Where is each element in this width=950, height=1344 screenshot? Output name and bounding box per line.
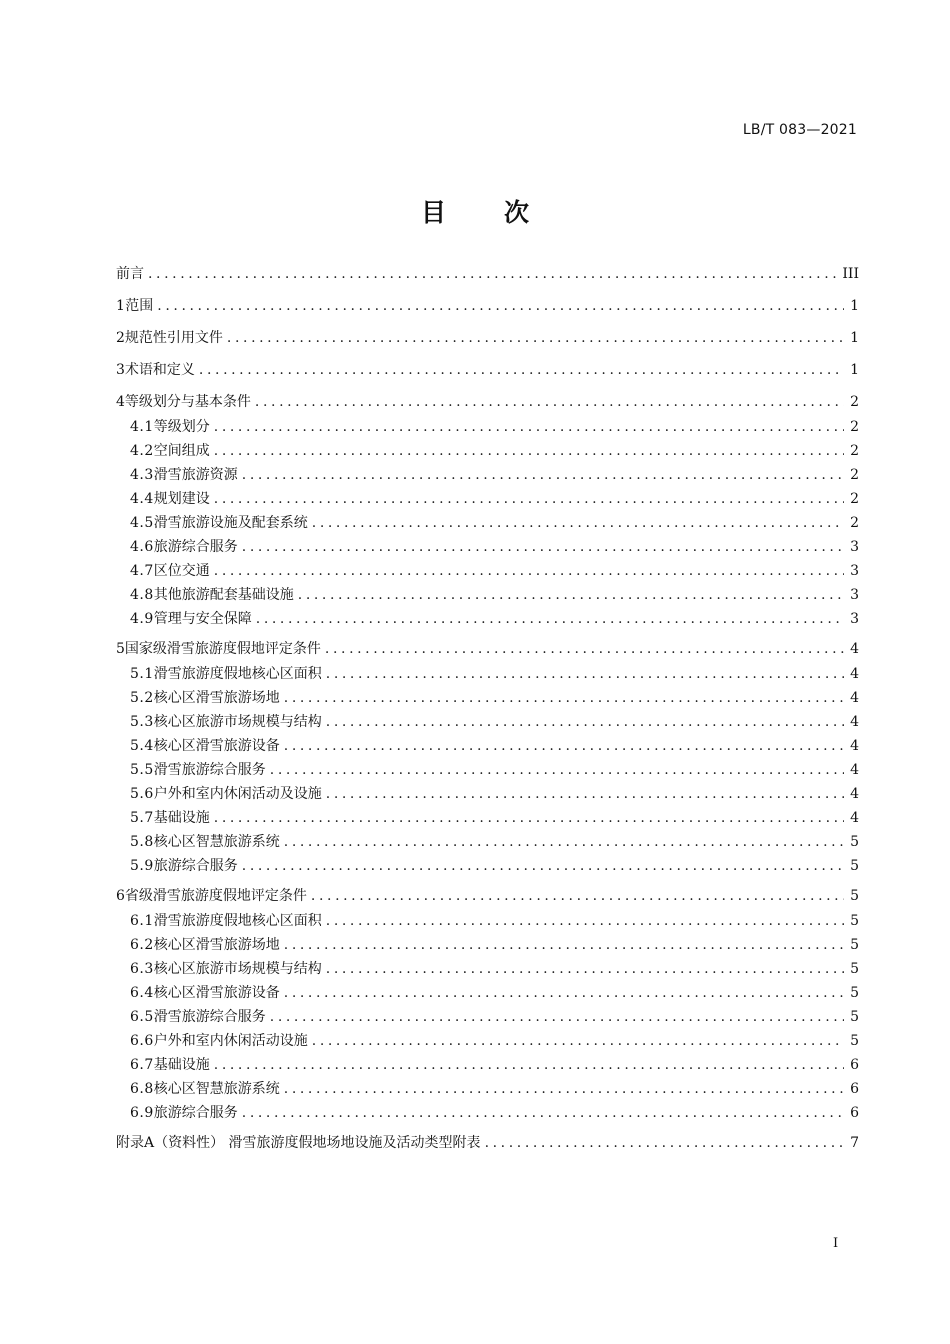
toc-entry-page: 2	[850, 443, 859, 459]
toc-entry-label: 核心区滑雪旅游设备	[153, 985, 280, 1001]
toc-leader-dots	[284, 736, 844, 756]
toc-entry[interactable]	[116, 537, 859, 557]
toc-entry[interactable]	[116, 911, 859, 931]
toc-leader-dots	[242, 856, 844, 876]
toc-entry-number: 6.8	[130, 1081, 154, 1097]
toc-entry-page: 5	[850, 961, 859, 977]
toc-entry-page: 3	[850, 587, 859, 603]
toc-leader-dots	[214, 489, 844, 509]
toc-entry-page: 2	[850, 394, 859, 410]
toc-entry-number: 6.2	[130, 937, 154, 953]
toc-leader-dots	[214, 808, 844, 828]
toc-entry-page: 2	[850, 467, 859, 483]
toc-leader-dots	[214, 417, 844, 437]
toc-entry-page: 4	[850, 714, 859, 730]
toc-leader-dots	[256, 609, 844, 629]
toc-entry-label: 核心区滑雪旅游设备	[153, 738, 280, 754]
toc-title-part1: 目	[420, 198, 446, 227]
toc-leader-dots	[326, 712, 844, 732]
toc-leader-dots	[326, 911, 844, 931]
toc-entry[interactable]	[116, 784, 859, 804]
toc-entry[interactable]	[116, 1079, 859, 1099]
toc-entry-label: 核心区滑雪旅游场地	[153, 690, 280, 706]
toc-leader-dots	[311, 886, 844, 906]
toc-entry-label: 旅游综合服务	[153, 1105, 238, 1121]
toc-entry-label: 户外和室内休闲活动设施	[153, 1033, 308, 1049]
toc-entry-number: 6	[116, 888, 125, 904]
toc-entry[interactable]	[116, 561, 859, 581]
toc-entry-page: III	[842, 266, 859, 282]
toc-entry-page: 5	[850, 834, 859, 850]
toc-entry[interactable]	[116, 1133, 859, 1153]
toc-entry[interactable]	[116, 664, 859, 684]
toc-entry[interactable]	[116, 983, 859, 1003]
toc-entry-label: 省级滑雪旅游度假地评定条件	[124, 888, 307, 904]
toc-entry-number: 4	[116, 394, 125, 410]
toc-entry-number: 6.1	[130, 913, 154, 929]
toc-leader-dots	[148, 264, 836, 284]
toc-entry-number: 6.6	[130, 1033, 154, 1049]
toc-entry[interactable]	[116, 489, 859, 509]
toc-entry[interactable]	[116, 609, 859, 629]
toc-entry-number: 4.9	[130, 611, 154, 627]
toc-entry-number: 4.7	[130, 563, 154, 579]
toc-leader-dots	[298, 585, 844, 605]
toc-entry[interactable]	[116, 688, 859, 708]
toc-entry-label: 滑雪旅游综合服务	[153, 762, 266, 778]
toc-leader-dots	[214, 561, 844, 581]
toc-entry-number: 4.6	[130, 539, 154, 555]
toc-entry-number: 5.2	[130, 690, 154, 706]
toc-entry[interactable]	[116, 959, 859, 979]
toc-entry-page: 4	[850, 690, 859, 706]
toc-entry-page: 4	[850, 666, 859, 682]
toc-leader-dots	[326, 664, 844, 684]
toc-entry-number: 5.3	[130, 714, 154, 730]
toc-entry-number: 4.2	[130, 443, 154, 459]
toc-leader-dots	[325, 639, 844, 659]
toc-entry-number: 6.5	[130, 1009, 154, 1025]
toc-entry[interactable]	[116, 935, 859, 955]
toc-entry-number: 2	[116, 330, 125, 346]
page-number: I	[833, 1236, 839, 1251]
toc-entry-number: 5.9	[130, 858, 154, 874]
toc-entry[interactable]	[116, 296, 859, 316]
toc-entry-label: 其他旅游配套基础设施	[153, 587, 294, 603]
toc-leader-dots	[326, 784, 844, 804]
toc-entry-number: 5	[116, 641, 125, 657]
toc-entry-label: 等级划分与基本条件	[124, 394, 251, 410]
toc-entry[interactable]	[116, 417, 859, 437]
toc-entry[interactable]	[116, 1055, 859, 1075]
toc-entry-number: 5.4	[130, 738, 154, 754]
toc-entry-page: 3	[850, 539, 859, 555]
toc-entry-page: 6	[850, 1057, 859, 1073]
toc-entry-number: 3	[116, 362, 125, 378]
toc-leader-dots	[242, 465, 844, 485]
toc-entry-page: 7	[850, 1135, 859, 1151]
toc-entry[interactable]	[116, 465, 859, 485]
toc-leader-dots	[284, 935, 844, 955]
toc-entry-number: 5.7	[130, 810, 154, 826]
toc-entry-number: 6.4	[130, 985, 154, 1001]
toc-leader-dots	[199, 360, 844, 380]
toc-entry-page: 6	[850, 1081, 859, 1097]
toc-leader-dots	[284, 688, 844, 708]
toc-entry-page: 4	[850, 738, 859, 754]
toc-entry[interactable]	[116, 441, 859, 461]
toc-entry-label: 前言	[116, 266, 144, 282]
toc-entry-page: 4	[850, 810, 859, 826]
toc-entry-number: 5.8	[130, 834, 154, 850]
toc-entry-page: 5	[850, 937, 859, 953]
toc-leader-dots	[255, 392, 844, 412]
toc-leader-dots	[270, 760, 844, 780]
toc-entry[interactable]	[116, 360, 859, 380]
toc-entry-number: 1	[116, 298, 125, 314]
toc-entry-page: 4	[850, 641, 859, 657]
toc-leader-dots	[214, 441, 844, 461]
toc-entry-number: 6.9	[130, 1105, 154, 1121]
toc-entry-number: 6.7	[130, 1057, 154, 1073]
toc-entry-label: 旅游综合服务	[153, 858, 238, 874]
toc-entry-page: 2	[850, 419, 859, 435]
toc-entry[interactable]	[116, 1103, 859, 1123]
toc-entry-page: 2	[850, 491, 859, 507]
toc-entry-label: 滑雪旅游综合服务	[153, 1009, 266, 1025]
toc-entry-label: 旅游综合服务	[153, 539, 238, 555]
standard-code: LB/T 083—2021	[742, 122, 857, 138]
toc-leader-dots	[214, 1055, 844, 1075]
toc-leader-dots	[270, 1007, 844, 1027]
toc-entry-label: 附录A（资料性） 滑雪旅游度假地场地设施及活动类型附表	[116, 1135, 481, 1151]
toc-leader-dots	[227, 328, 844, 348]
toc-entry-label: 等级划分	[153, 419, 210, 435]
toc-entry[interactable]	[116, 513, 859, 533]
toc-leader-dots	[284, 832, 844, 852]
toc-entry-page: 1	[850, 362, 859, 378]
toc-entry-page: 1	[850, 330, 859, 346]
toc-entry-page: 1	[850, 298, 859, 314]
toc-entry[interactable]	[116, 328, 859, 348]
toc-leader-dots	[242, 537, 844, 557]
toc-entry-number: 5.6	[130, 786, 154, 802]
toc-entry[interactable]	[116, 264, 859, 284]
toc-entry-number: 4.4	[130, 491, 154, 507]
toc-entry-page: 5	[850, 913, 859, 929]
toc-entry[interactable]	[116, 856, 859, 876]
toc-entry[interactable]	[116, 585, 859, 605]
toc-entry-page: 5	[850, 985, 859, 1001]
toc-entry[interactable]	[116, 832, 859, 852]
toc-entry-number: 5.1	[130, 666, 154, 682]
toc-entry-page: 3	[850, 563, 859, 579]
toc-entry[interactable]	[116, 392, 859, 412]
toc-title-part2: 次	[504, 198, 530, 227]
toc-entry[interactable]	[116, 1007, 859, 1027]
toc-entry-number: 5.5	[130, 762, 154, 778]
toc-entry-page: 5	[850, 1033, 859, 1049]
toc-entry-label: 核心区滑雪旅游场地	[153, 937, 280, 953]
toc-leader-dots	[312, 1031, 844, 1051]
toc-entry[interactable]	[116, 736, 859, 756]
toc-entry-number: 4.1	[130, 419, 154, 435]
toc-leader-dots	[312, 513, 844, 533]
toc-entry-label: 空间组成	[153, 443, 210, 459]
toc-leader-dots	[485, 1133, 845, 1153]
toc-entry-label: 范围	[125, 298, 154, 314]
toc-entry-page: 3	[850, 611, 859, 627]
toc-leader-dots	[284, 1079, 844, 1099]
toc-entry-label: 基础设施	[153, 810, 210, 826]
toc-entry-page: 6	[850, 1105, 859, 1121]
toc-entry-label: 术语和定义	[124, 362, 195, 378]
toc-entry-label: 区位交通	[153, 563, 210, 579]
toc-entry-label: 核心区智慧旅游系统	[153, 1081, 280, 1097]
toc-leader-dots	[242, 1103, 844, 1123]
toc-entry[interactable]	[116, 886, 859, 906]
toc-entry-page: 5	[850, 1009, 859, 1025]
toc-entry-label: 核心区旅游市场规模与结构	[153, 714, 322, 730]
toc-entry[interactable]	[116, 808, 859, 828]
toc-entry-label: 滑雪旅游度假地核心区面积	[153, 913, 322, 929]
toc-entry[interactable]	[116, 712, 859, 732]
toc-entry-label: 户外和室内休闲活动及设施	[153, 786, 322, 802]
toc-entry-number: 6.3	[130, 961, 154, 977]
toc-leader-dots	[284, 983, 844, 1003]
toc-entry-page: 5	[850, 888, 859, 904]
toc-entry[interactable]	[116, 1031, 859, 1051]
toc-entry-label: 国家级滑雪旅游度假地评定条件	[124, 641, 321, 657]
toc-entry-label: 滑雪旅游度假地核心区面积	[153, 666, 322, 682]
toc-entry-number: 4.5	[130, 515, 154, 531]
toc-entry-number: 4.8	[130, 587, 154, 603]
toc-entry-label: 滑雪旅游设施及配套系统	[153, 515, 308, 531]
toc-entry-page: 4	[850, 786, 859, 802]
toc-entry-page: 4	[850, 762, 859, 778]
toc-entry-label: 核心区智慧旅游系统	[153, 834, 280, 850]
toc-leader-dots	[157, 296, 844, 316]
toc-entry-label: 滑雪旅游资源	[153, 467, 238, 483]
toc-entry[interactable]	[116, 639, 859, 659]
toc-entry-number: 4.3	[130, 467, 154, 483]
toc-leader-dots	[326, 959, 844, 979]
toc-entry-label: 基础设施	[153, 1057, 210, 1073]
toc-entry-label: 管理与安全保障	[153, 611, 252, 627]
toc-entry-page: 2	[850, 515, 859, 531]
toc-entry-label: 规范性引用文件	[124, 330, 223, 346]
toc-entry-page: 5	[850, 858, 859, 874]
toc-entry[interactable]	[116, 760, 859, 780]
toc-entry-label: 规划建设	[153, 491, 210, 507]
toc-title	[0, 193, 950, 229]
toc-entry-label: 核心区旅游市场规模与结构	[153, 961, 322, 977]
